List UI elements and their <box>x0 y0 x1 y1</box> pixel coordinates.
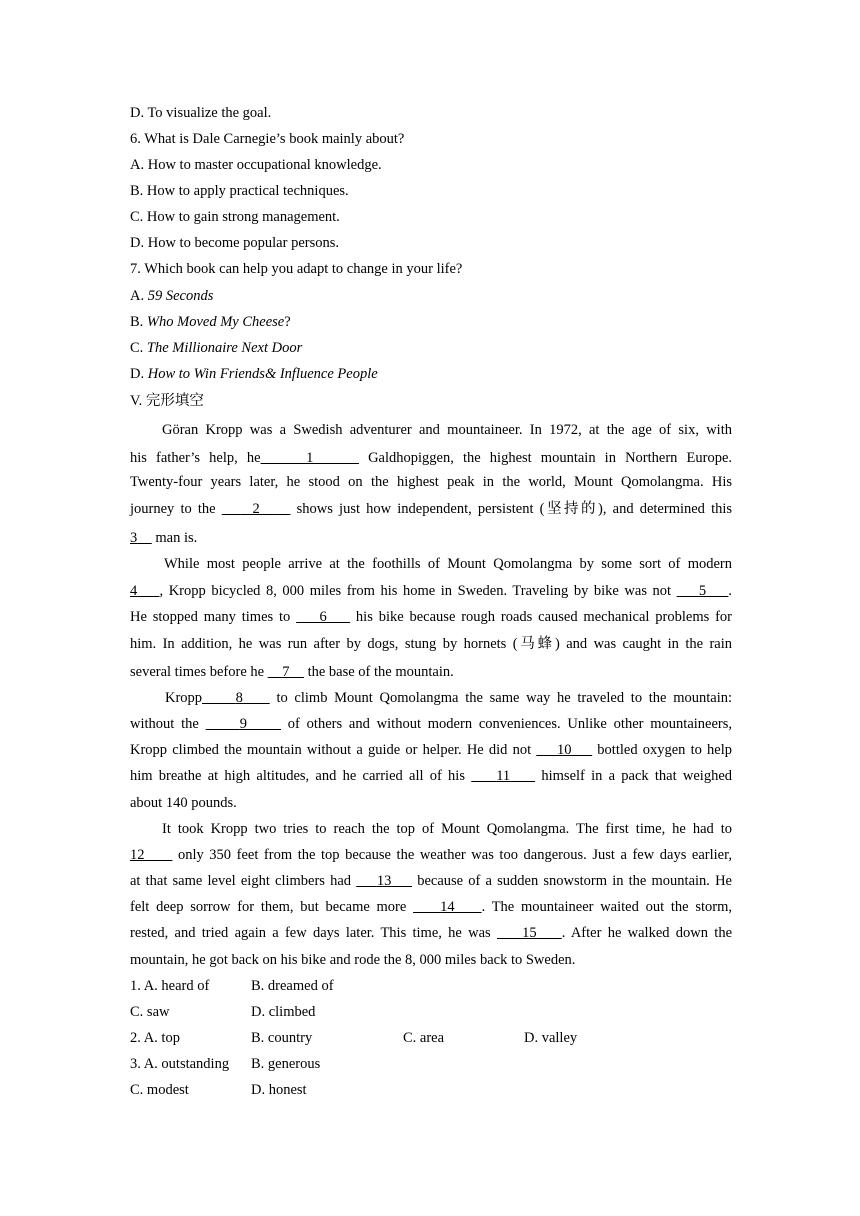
cloze-line: him breathe at high altitudes, and he carried all of his 11 himself in a pack that weighed <box>130 768 733 784</box>
option-1b: B. dreamed of <box>251 978 334 994</box>
blank-15: 15 <box>522 925 537 941</box>
cloze-line: his father’s help, he 1 Galdhopiggen, the highest mountain in Northern Europe. <box>130 450 733 466</box>
cloze-line: journey to the 2 shows just how independent, persistent (坚持的), and determined this <box>130 501 733 517</box>
blank-8: 8 <box>235 690 243 706</box>
q6-option-c: C. How to gain strong management. <box>130 209 340 225</box>
q6-option-b: B. How to apply practical techniques. <box>130 183 349 199</box>
option-2c: C. area <box>403 1030 445 1046</box>
option-3c: C. modest <box>130 1082 189 1098</box>
book-title: Who Moved My Cheese <box>146 314 285 330</box>
q7-option-d: D. How to Win Friends& Influence People <box>130 366 378 382</box>
blank-12: 12 <box>130 847 145 863</box>
section-v-title: V. 完形填空 <box>130 393 204 409</box>
cloze-line: at that same level eight climbers had 13 because of a sudden snowstorm in the mountain. He <box>130 873 732 889</box>
book-title: The Millionaire Next Door <box>146 340 303 356</box>
option-2a: 2. A. top <box>130 1030 180 1046</box>
q6-option-a: A. How to master occupational knowledge. <box>130 157 382 173</box>
blank-7: 7 <box>282 664 290 680</box>
cloze-line: Kropp 8 to climb Mount Qomolangma the same way he traveled to the mountain: <box>165 690 733 706</box>
blank-9: 9 <box>239 716 247 732</box>
cloze-line: without the 9 of others and without modern conveniences. Unlike other mountaineers, <box>130 716 733 732</box>
cloze-line: Göran Kropp was a Swedish adventurer and mountaineer. In 1972, at the age of six, with <box>162 422 732 438</box>
blank-4: 4 <box>130 583 138 599</box>
cloze-line: 12 only 350 feet from the top because the weather was too dangerous. Just a few days earlier, <box>130 847 732 863</box>
q7-option-b: B. Who Moved My Cheese? <box>130 314 291 330</box>
cloze-line: Kropp climbed the mountain without a guide or helper. He did not 10 bottled oxygen to help <box>130 742 733 758</box>
blank-3: 3 <box>130 530 138 546</box>
q7-option-a: A. 59 Seconds <box>130 288 214 304</box>
cloze-line: mountain, he got back on his bike and rode the 8, 000 miles back to Sweden. <box>130 952 576 968</box>
cloze-line: Twenty-four years later, he stood on the highest peak in the world, Mount Qomolangma. His <box>130 474 732 490</box>
option-1c: C. saw <box>130 1004 170 1020</box>
blank-11: 11 <box>496 768 511 784</box>
option-3b: B. generous <box>251 1056 321 1072</box>
blank-1: 1 <box>260 450 359 466</box>
book-title: 59 Seconds <box>147 288 214 304</box>
cloze-line: him. In addition, he was run after by dogs, stung by hornets (马蜂) and was caught in the rain <box>130 636 732 652</box>
option-2b: B. country <box>251 1030 313 1046</box>
option-1d: D. climbed <box>251 1004 316 1020</box>
cloze-line: 3 man is. <box>130 530 198 546</box>
cloze-line: 4 , Kropp bicycled 8, 000 miles from his home in Sweden. Traveling by bike was not 5 . <box>130 583 733 599</box>
option-2d: D. valley <box>524 1030 578 1046</box>
cloze-line: rested, and tried again a few days later. This time, he was 15 . After he walked down the <box>130 925 733 941</box>
cloze-line: felt deep sorrow for them, but became more 14 . The mountaineer waited out the storm, <box>130 899 732 915</box>
blank-6: 6 <box>319 609 327 625</box>
option-1a: 1. A. heard of <box>130 978 210 994</box>
q7-option-c: C. The Millionaire Next Door <box>130 340 303 356</box>
q6-option-d: D. How to become popular persons. <box>130 235 339 251</box>
blank-2: 2 <box>240 501 273 517</box>
option-3a: 3. A. outstanding <box>130 1056 230 1072</box>
q6-stem: 6. What is Dale Carnegie’s book mainly about? <box>130 131 405 147</box>
cloze-line: While most people arrive at the foothills of Mount Qomolangma by some sort of modern <box>164 556 732 572</box>
q5-option-d: D. To visualize the goal. <box>130 105 272 121</box>
blank-10: 10 <box>556 742 572 758</box>
cloze-line: He stopped many times to 6 his bike because rough roads caused mechanical problems for <box>130 609 732 625</box>
cloze-line: It took Kropp two tries to reach the top of Mount Qomolangma. The first time, he had to <box>162 821 732 837</box>
q7-stem: 7. Which book can help you adapt to change in your life? <box>130 261 463 277</box>
cloze-line: about 140 pounds. <box>130 795 237 811</box>
blank-13: 13 <box>376 873 392 889</box>
blank-5: 5 <box>698 583 707 599</box>
option-3d: D. honest <box>251 1082 307 1098</box>
blank-14: 14 <box>440 899 455 915</box>
book-title: How to Win Friends& Influence People <box>147 366 378 382</box>
cloze-line: several times before he 7 the base of the mountain. <box>130 664 454 680</box>
